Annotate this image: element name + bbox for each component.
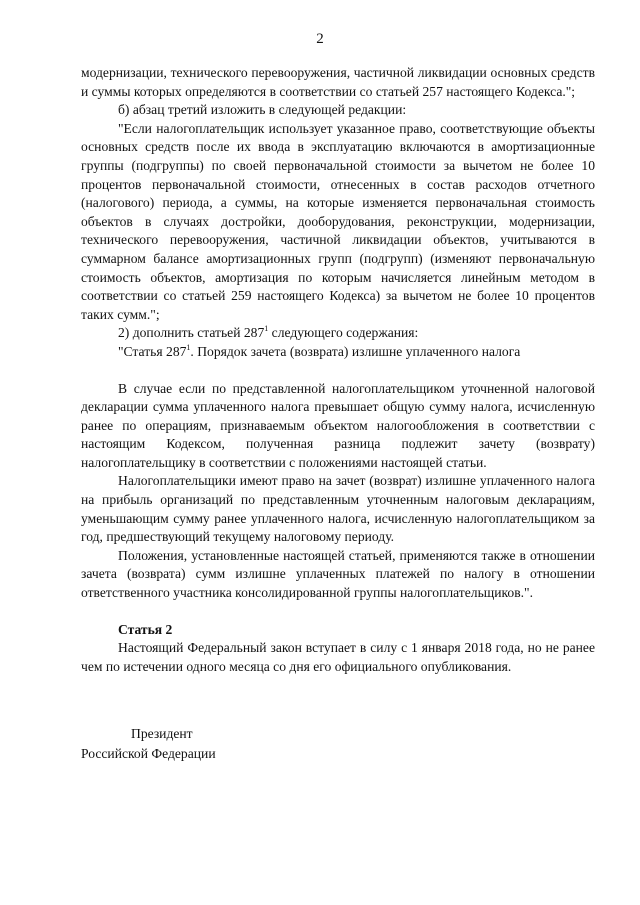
- article-287-1-title: [81, 343, 595, 362]
- paragraph-subpoint-b: б) абзац третий изложить в следующей редакции:: [118, 102, 407, 118]
- paragraph-refund-right: Налогоплательщики имеют право на зачет (возврат) излишне уплаченного налога на прибыль организаций по представленным уточненным налоговым декларациям, уменьшающим сумму ранее уплаченного налога, исчисленную налогоплательщиком за год, предшествующий текущему налоговому периоду.: [81, 473, 595, 545]
- superscript: 1: [186, 342, 191, 352]
- paragraph-entry-into-force: Настоящий Федеральный закон вступает в силу с 1 января 2018 года, но не ранее чем по истечении одного месяца со дня его официального опубликования.: [81, 640, 595, 674]
- signature-block: [81, 724, 216, 764]
- article-title-text: "Статья 287: [118, 343, 187, 359]
- add-article-text: 2) дополнить статьей 287: [118, 325, 265, 341]
- spacer: [81, 603, 595, 621]
- superscript: 1: [264, 324, 269, 334]
- paragraph-add-article: [81, 324, 595, 343]
- article-2-heading: Статья 2: [118, 621, 173, 637]
- article-title-text-end: . Порядок зачета (возврата) излишне уплаченного налога: [190, 343, 521, 359]
- page-number: 2: [316, 31, 324, 47]
- spacer: [81, 362, 595, 380]
- paragraph-refined-declaration: В случае если по представленной налогоплательщиком уточненной налоговой декларации сумма уплаченного налога превышает общую сумму налога, исчисленную ранее по операциям, признаваемым объектом налогообложения в соответствии с настоящим Кодексом, полученная разница подлежит зачету (возврату) налогоплательщику в соответствии с положениями настоящей статьи.: [81, 380, 595, 470]
- paragraph-modernization: модернизации, технического перевооружения, частичной ликвидации основных средств и суммы которых определяются в соответствии со статьей 257 настоящего Кодекса.";: [81, 65, 595, 99]
- signature-title: Президент: [131, 726, 193, 741]
- paragraph-consolidated-group: Положения, установленные настоящей статьей, применяются также в отношении зачета (возврата) сумм излишне уплаченных платежей по налогу в отношении ответственного участника консолидированной группы налогоплательщиков.".: [81, 547, 595, 601]
- add-article-text-end: следующего содержания:: [268, 325, 419, 341]
- paragraph-new-wording: "Если налогоплательщик использует указанное право, соответствующие объекты основных средств после их ввода в эксплуатацию включаются в амортизационные группы (подгруппы) по своей первоначальной стоимости за вычетом не более 10 процентов первоначальной стоимости, отнесенных в состав расходов отчетного (налогового) периода, а суммы, на которые изменяется первоначальная стоимость объектов в случаях достройки, дооборудования, реконструкции, модернизации, технического перевооружения, частичной ликвидации объектов, учитываются в суммарном балансе амортизационных групп (подгрупп) (изменяют первоначальную стоимость объектов, амортизация по которым начисляется линейным методом в соответствии со статьей 259 настоящего Кодекса) за вычетом не более 10 процентов таких сумм.";: [81, 120, 595, 322]
- document-body: [81, 64, 595, 676]
- signature-organization: Российской Федерации: [81, 746, 216, 761]
